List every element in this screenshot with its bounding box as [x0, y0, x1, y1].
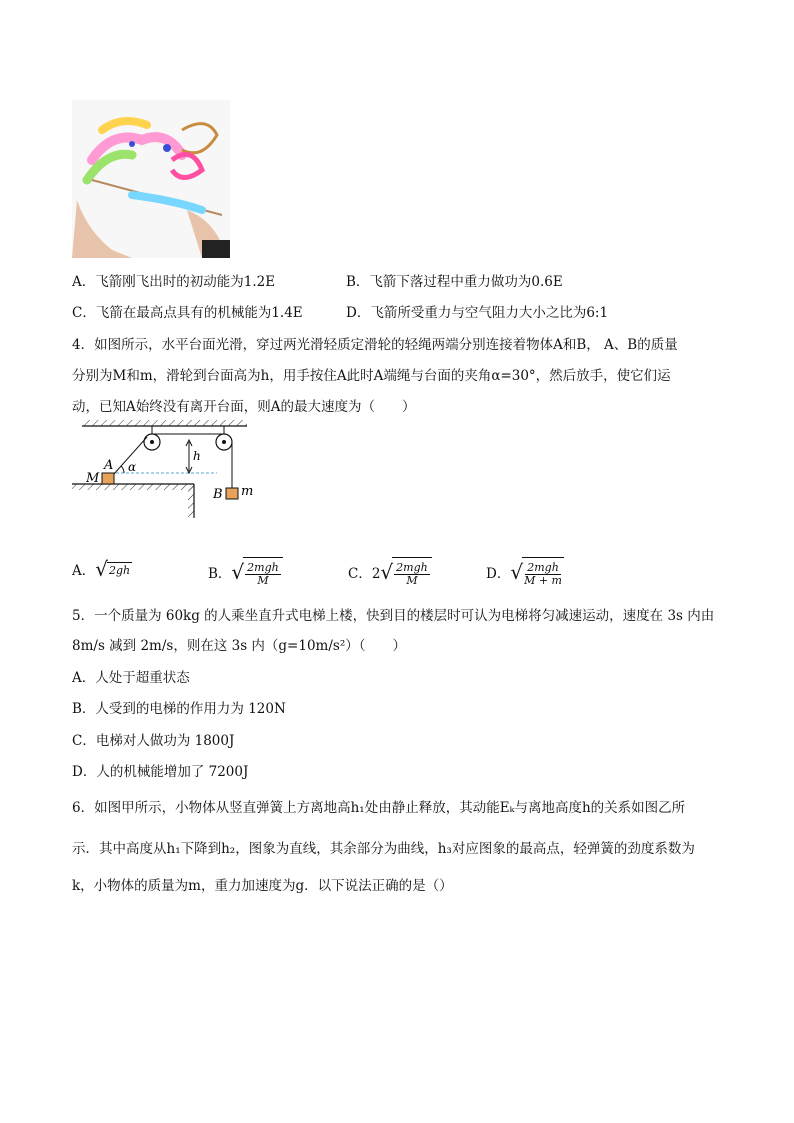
- label-M: M: [86, 471, 100, 486]
- flying-arrow-photo: [72, 100, 230, 258]
- q6-text-line-1: 6．如图甲所示，小物体从竖直弹簧上方离地高h₁处由静止释放，其动能Eₖ与离地高度h的关系如图乙所: [72, 800, 686, 816]
- label-A: A: [104, 458, 114, 473]
- q4-option-c-numerator: 2mgh: [396, 561, 428, 574]
- q4-option-c-label: C．2: [348, 566, 381, 583]
- q4-option-c-denominator: M: [406, 574, 418, 588]
- label-h: h: [193, 449, 201, 463]
- q5-option-c: C．电梯对人做功为 1800J: [72, 733, 235, 749]
- q5-option-b: B．人受到的电梯的作用力为 120N: [72, 701, 286, 717]
- q4-text-line-3: 动，已知A始终没有离开台面，则A的最大速度为（ ）: [72, 399, 416, 415]
- q5-text-line-1: 5．一个质量为 60kg 的人乘坐直升式电梯上楼，快到目的楼层时可认为电梯将匀减速运动，速度在 3s 内由: [72, 608, 715, 624]
- q4-option-a-radicand: 2gh: [109, 563, 131, 577]
- q3-option-d: D．飞箭所受重力与空气阻力大小之比为6:1: [346, 305, 609, 321]
- label-alpha: α: [128, 460, 137, 474]
- q4-option-d-numerator: 2mgh: [527, 561, 559, 574]
- pulley-diagram: [72, 412, 272, 522]
- q4-option-d-label: D．: [486, 566, 511, 583]
- q3-option-b: B．飞箭下落过程中重力做功为0.6E: [346, 274, 563, 290]
- q3-option-a: A．飞箭刚飞出时的初动能为1.2E: [72, 274, 276, 290]
- q5-option-a: A．人处于超重状态: [72, 670, 190, 686]
- q4-option-b-numerator: 2mgh: [247, 561, 279, 574]
- q5-text-line-2: 8m/s 减到 2m/s，则在这 3s 内（g=10m/s²）（ ）: [72, 638, 406, 654]
- q5-option-d: D．人的机械能增加了 7200J: [72, 764, 249, 780]
- q4-option-a: A． √ 2gh: [72, 557, 131, 581]
- q4-option-b-label: B．: [208, 566, 232, 583]
- q4-option-c: C．2 √ $\frac{\text{2mgh}}{M}$: [348, 557, 432, 587]
- q3-option-c: C．飞箭在最高点具有的机械能为1.4E: [72, 305, 303, 321]
- q4-option-a-label: A．: [72, 563, 96, 579]
- q4-option-d: D． √ $\frac{\text{2mgh}}{M + m}$: [486, 557, 564, 587]
- q4-option-b: B． √ $\frac{\text{2mgh}}{M}$: [208, 557, 283, 587]
- label-m: m: [241, 484, 254, 499]
- q4-text-line-1: 4．如图所示，水平台面光滑，穿过两光滑轻质定滑轮的轻绳两端分别连接着物体A和B， A、B的质量: [72, 337, 678, 353]
- q4-option-d-denominator: M + m: [524, 574, 562, 588]
- label-B: B: [213, 487, 223, 502]
- q6-text-line-3: k，小物体的质量为m，重力加速度为g．以下说法正确的是（）: [72, 878, 453, 894]
- q6-text-line-2: 示．其中高度从h₁下降到h₂，图象为直线，其余部分为曲线，h₃对应图象的最高点，轻弹簧的劲度系数为: [72, 841, 695, 857]
- q4-text-line-2: 分别为M和m，滑轮到台面高为h，用手按住A此时A端绳与台面的夹角α=30°，然后放手，使它们运: [72, 368, 671, 384]
- q4-option-b-denominator: M: [257, 574, 269, 588]
